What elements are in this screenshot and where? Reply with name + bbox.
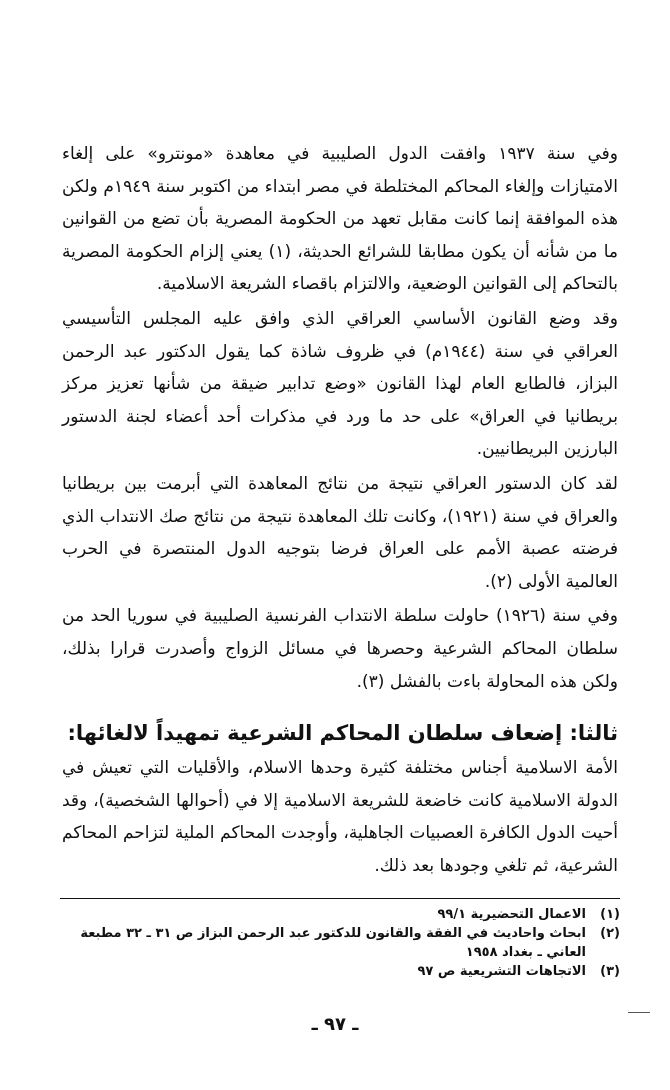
paragraph-iraq-treaty: لقد كان الدستور العراقي نتيجة من نتائج المعاهدة التي أبرمت بين بريطانيا والعراق في سنة (١٩٢١)، وكانت تلك المعاهدة نتيجة من نتائج صك الانتداب الذي فرضته عصبة الأمم على العراق فرضا بتوجيه الدول المنتصرة في الحرب العالمية الأولى (٢). [62,473,619,592]
footnote-number: (٣) [600,964,620,979]
page-body [62,138,618,882]
footnote-text: الاعمال التحضيرية ٩٩/١ [437,907,586,922]
footnote-number: (١) [600,907,620,922]
paragraph-iraq-constitution: وقد وضع القانون الأساسي العراقي الذي وافق عليه المجلس التأسيسي العراقي في سنة (١٩٤٤م) في ظروف شاذة كما يقول الدكتور عبد الرحمن البزاز، فالطابع العام لهذا القانون «وضع تدابير ضيقة من شأنها تعزيز مركز بريطانيا في العراق» على حد ما ورد في مذكرات أحد أعضاء لجنة الدستور البارزين البريطانيين. [62,308,618,460]
section-heading: ثالثا: إضعاف سلطان المحاكم الشرعية تمهيداً لالغائها: [67,721,618,746]
footnotes [60,898,620,981]
paragraph-minorities: الأمة الاسلامية أجناس مختلفة كثيرة وحدها الاسلام، والأقليات التي تعيش في الدولة الاسلامية كانت خاضعة للشريعة الاسلامية إلا في (أحوالها الشخصية)، وقد أحيت الدول الكافرة العصبيات الجاهلية، وأوجدت المحاكم الملية لتزاحم المحاكم الشرعية، ثم تلغي وجودها بعد ذلك. [62,758,618,876]
page-edge-mark [628,1012,650,1013]
footnote-text: الاتجاهات التشريعية ص ٩٧ [417,964,586,979]
footnote-number: (٢) [600,926,620,941]
paragraph-montreux: وفي سنة ١٩٣٧ وافقت الدول الصليبية في معاهدة «مونترو» على إلغاء الامتيازات وإلغاء المحاكم المختلطة في مصر ابتداء من اكتوبر سنة ١٩٤٩م ولكن هذه الموافقة إنما كانت مقابل تعهد من الحكومة المصرية بأن تضع من القوانين ما من شأنه أن يكون مطابقا للشرائع الحديثة، (١) يعني إلزام الحكومة المصرية بالتحاكم إلى القوانين الوضعية، والالتزام باقصاء الشريعة الاسلامية. [62,144,618,295]
footnote [60,924,620,962]
footnote [60,962,620,981]
paragraph-syria: وفي سنة (١٩٢٦) حاولت سلطة الانتداب الفرنسية الصليبية في سوريا الحد من سلطان المحاكم الشرعية وحصرها في مسائل الزواج وأصدرت قرارا بذلك، ولكن هذه المحاولة باءت بالفشل (٣). [62,606,618,692]
footnote [60,905,620,924]
page-number: ـ ٩٧ ـ [311,1014,359,1035]
footnote-text: ابحاث واحاديث في الفقة والقانون للدكتور عبد الرحمن البزاز ص ٣١ ـ ٣٢ مطبعة العاني ـ بغداد ١٩٥٨ [80,926,586,960]
